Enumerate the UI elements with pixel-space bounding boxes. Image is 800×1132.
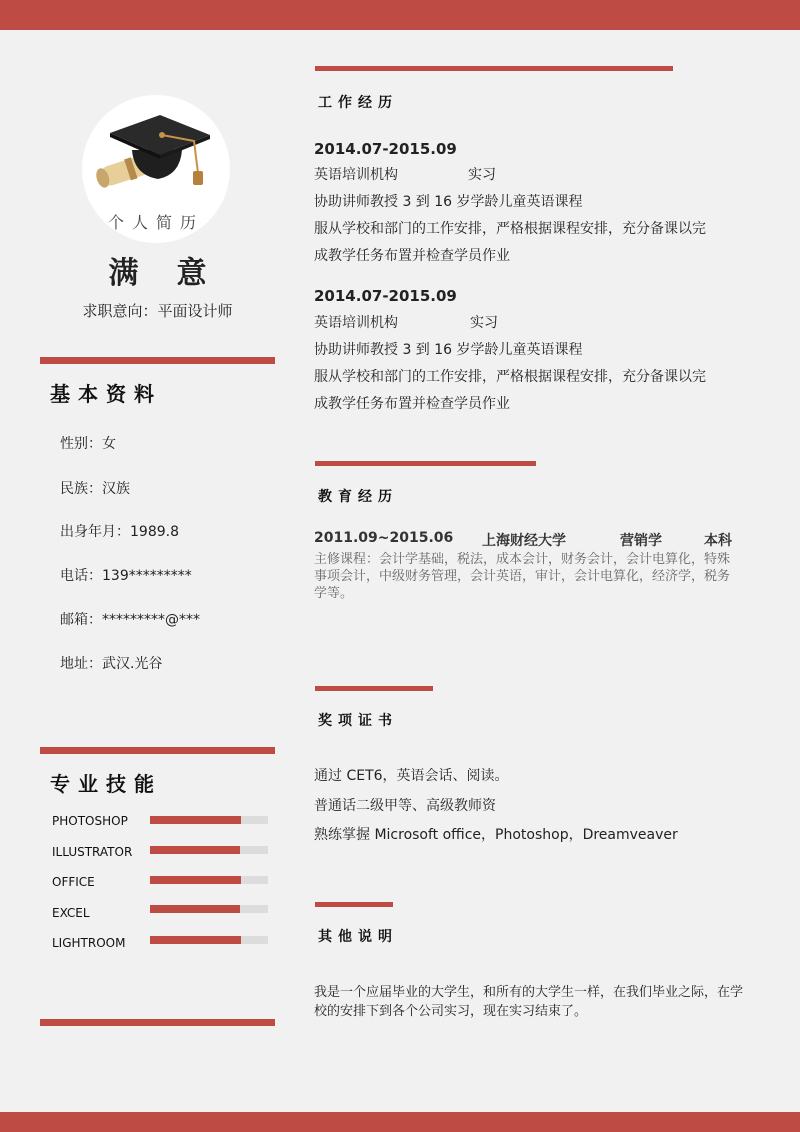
- education-period: 2011.09~2015.06: [314, 530, 454, 546]
- info-address: 地址：武汉.光谷: [60, 656, 163, 672]
- skill-bar-illustrator: [150, 846, 268, 854]
- job-1-org: 英语培训机构: [314, 167, 398, 183]
- skill-bar-excel: [150, 905, 268, 913]
- skills-title: 专业技能: [50, 772, 162, 796]
- info-birthdate: 出身年月：1989.8: [60, 524, 179, 540]
- job-2-org: 英语培训机构: [314, 315, 398, 331]
- award-item: 通过 CET6，英语会话、阅读。: [314, 768, 509, 784]
- job-intent: 求职意向：平面设计师: [82, 302, 233, 320]
- basic-info-title: 基本资料: [50, 382, 162, 406]
- job-1-duty-3: 成教学任务布置并检查学员作业: [314, 248, 510, 264]
- job-2-date: 2014.07-2015.09: [314, 287, 457, 305]
- education-school: 上海财经大学: [482, 533, 566, 549]
- skill-label-lightroom: LIGHTROOM: [52, 936, 126, 950]
- skill-bar-lightroom: [150, 936, 268, 944]
- skills-divider: [40, 747, 275, 754]
- job-1-date: 2014.07-2015.09: [314, 140, 457, 158]
- skill-label-photoshop: PHOTOSHOP: [52, 814, 128, 828]
- education-title: 教育经历: [318, 489, 398, 505]
- other-divider: [315, 902, 393, 907]
- bottom-accent-bar: [0, 1112, 800, 1132]
- other-title: 其他说明: [318, 929, 398, 945]
- info-ethnicity: 民族：汉族: [60, 481, 130, 497]
- skill-fill: [150, 846, 240, 854]
- awards-title: 奖项证书: [318, 713, 398, 729]
- skill-label-office: OFFICE: [52, 875, 95, 889]
- skill-fill: [150, 936, 241, 944]
- skill-label-excel: EXCEL: [52, 906, 90, 920]
- work-divider: [315, 66, 673, 71]
- job-1-role: 实习: [468, 167, 496, 183]
- top-accent-bar: [0, 0, 800, 30]
- education-degree: 本科: [704, 533, 732, 549]
- job-2-role: 实习: [470, 315, 498, 331]
- info-email: 邮箱：*********@***: [60, 612, 200, 628]
- skill-label-illustrator: ILLUSTRATOR: [52, 845, 133, 859]
- skill-fill: [150, 876, 241, 884]
- job-2-duty-3: 成教学任务布置并检查学员作业: [314, 396, 510, 412]
- education-major: 营销学: [620, 533, 662, 549]
- candidate-name: 满意: [108, 256, 245, 291]
- skill-fill: [150, 816, 241, 824]
- skill-bar-office: [150, 876, 268, 884]
- education-divider: [315, 461, 536, 466]
- resume-caption: 个人简历: [107, 213, 204, 232]
- award-item: 普通话二级甲等、高级教师资: [314, 798, 496, 814]
- job-1-duty-1: 协助讲师教授 3 到 16 岁学龄儿童英语课程: [314, 194, 583, 210]
- skill-fill: [150, 905, 240, 913]
- job-2-duty-2: 服从学校和部门的工作安排，严格根据课程安排，充分备课以完: [314, 369, 706, 385]
- other-text: 我是一个应届毕业的大学生，和所有的大学生一样，在我们毕业之际，在学校的安排下到各个公司实习，现在实习结束了。: [314, 985, 744, 1019]
- basic-divider: [40, 357, 275, 364]
- skill-bar-photoshop: [150, 816, 268, 824]
- award-item: 熟练掌握 Microsoft office，Photoshop，Dreamveaver: [314, 827, 678, 843]
- job-2-duty-1: 协助讲师教授 3 到 16 岁学龄儿童英语课程: [314, 342, 583, 358]
- education-courses: 主修课程：会计学基础，税法，成本会计，财务会计，会计电算化，特殊事项会计，中级财务管理，会计英语，审计，会计电算化，经济学，税务学等。: [314, 552, 731, 601]
- info-gender: 性别：女: [60, 436, 116, 452]
- info-phone: 电话：139*********: [60, 568, 192, 584]
- awards-divider: [315, 686, 433, 691]
- job-1-duty-2: 服从学校和部门的工作安排，严格根据课程安排，充分备课以完: [314, 221, 706, 237]
- left-footer-divider: [40, 1019, 275, 1026]
- work-title: 工作经历: [318, 95, 398, 111]
